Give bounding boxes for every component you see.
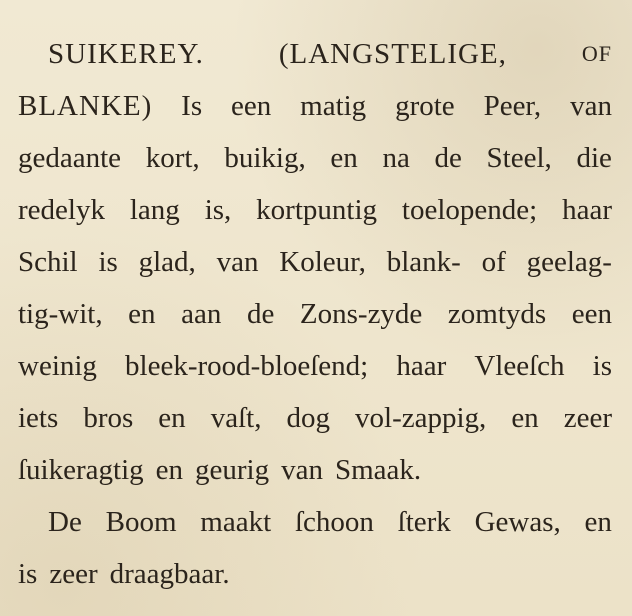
word: zeer	[563, 402, 612, 434]
word: Boom	[105, 506, 177, 538]
word: haar	[562, 194, 612, 226]
word: redelyk	[18, 194, 105, 226]
word: van	[216, 246, 259, 278]
word: van	[281, 454, 323, 486]
text-line-5	[18, 240, 612, 284]
text-line-9	[18, 448, 612, 492]
word: Peer,	[483, 90, 542, 122]
word: geurig	[195, 454, 270, 486]
word: bros	[83, 402, 134, 434]
fruit-name: SUIKEREY.	[48, 38, 204, 70]
text-line-11	[18, 552, 612, 596]
word: is	[592, 350, 612, 382]
text-line-4	[18, 188, 612, 232]
word: Vleeſch	[474, 350, 565, 382]
word: OF	[581, 41, 612, 66]
word: matig	[300, 90, 367, 122]
word: een	[571, 298, 612, 330]
word: zeer	[49, 558, 98, 590]
word: buikig,	[224, 142, 306, 174]
word: is	[98, 246, 118, 278]
word: ſuikeragtig	[18, 454, 144, 486]
word: ſterk	[397, 506, 451, 538]
word: en	[330, 142, 358, 174]
word: Zons-zyde	[299, 298, 423, 330]
text-line-8	[18, 396, 612, 440]
word: blank-	[386, 246, 461, 278]
text-line-7	[18, 344, 612, 388]
word: draagbaar.	[109, 558, 230, 590]
word: De	[48, 506, 82, 538]
word: die	[576, 142, 612, 174]
word: iets	[18, 402, 59, 434]
word: vol-zappig,	[355, 402, 487, 434]
text-line-10	[48, 500, 612, 544]
word: maakt	[200, 506, 272, 538]
word: Koleur,	[279, 246, 366, 278]
word: of	[481, 246, 506, 278]
word: na	[382, 142, 410, 174]
text-line-1	[48, 32, 612, 76]
word: en	[511, 402, 539, 434]
word: toelopende;	[401, 194, 538, 226]
word: de	[246, 298, 275, 330]
word: ſchoon	[294, 506, 374, 538]
word: BLANKE)	[18, 90, 153, 122]
text-line-6	[18, 292, 612, 336]
word: een	[231, 90, 272, 122]
word: vaſt,	[210, 402, 262, 434]
word: Is	[181, 90, 203, 122]
word: weinig	[18, 350, 97, 382]
fruit-synonym: (LANGSTELIGE,	[278, 38, 507, 70]
word: bleek-rood-bloeſend;	[125, 350, 369, 382]
word: Steel,	[486, 142, 552, 174]
word: de	[434, 142, 462, 174]
word: geelag-	[526, 246, 612, 278]
word: kortpuntig	[256, 194, 378, 226]
word: aan	[181, 298, 222, 330]
word: grote	[395, 90, 455, 122]
word: van	[570, 90, 612, 122]
word: zomtyds	[447, 298, 547, 330]
word: is	[18, 558, 38, 590]
word: Gewas,	[474, 506, 561, 538]
word: en	[584, 506, 612, 538]
text-line-3	[18, 136, 612, 180]
word: kort,	[145, 142, 200, 174]
word: gedaante	[18, 142, 122, 174]
word: en	[158, 402, 186, 434]
word: en	[128, 298, 156, 330]
word: glad,	[138, 246, 196, 278]
word: tig-wit,	[18, 298, 103, 330]
word: Schil	[18, 246, 78, 278]
word: dog	[286, 402, 330, 434]
word: haar	[396, 350, 447, 382]
text-line-2	[18, 84, 612, 128]
word: is,	[204, 194, 232, 226]
word: en	[155, 454, 184, 486]
word: Smaak.	[334, 454, 422, 486]
word: lang	[129, 194, 180, 226]
